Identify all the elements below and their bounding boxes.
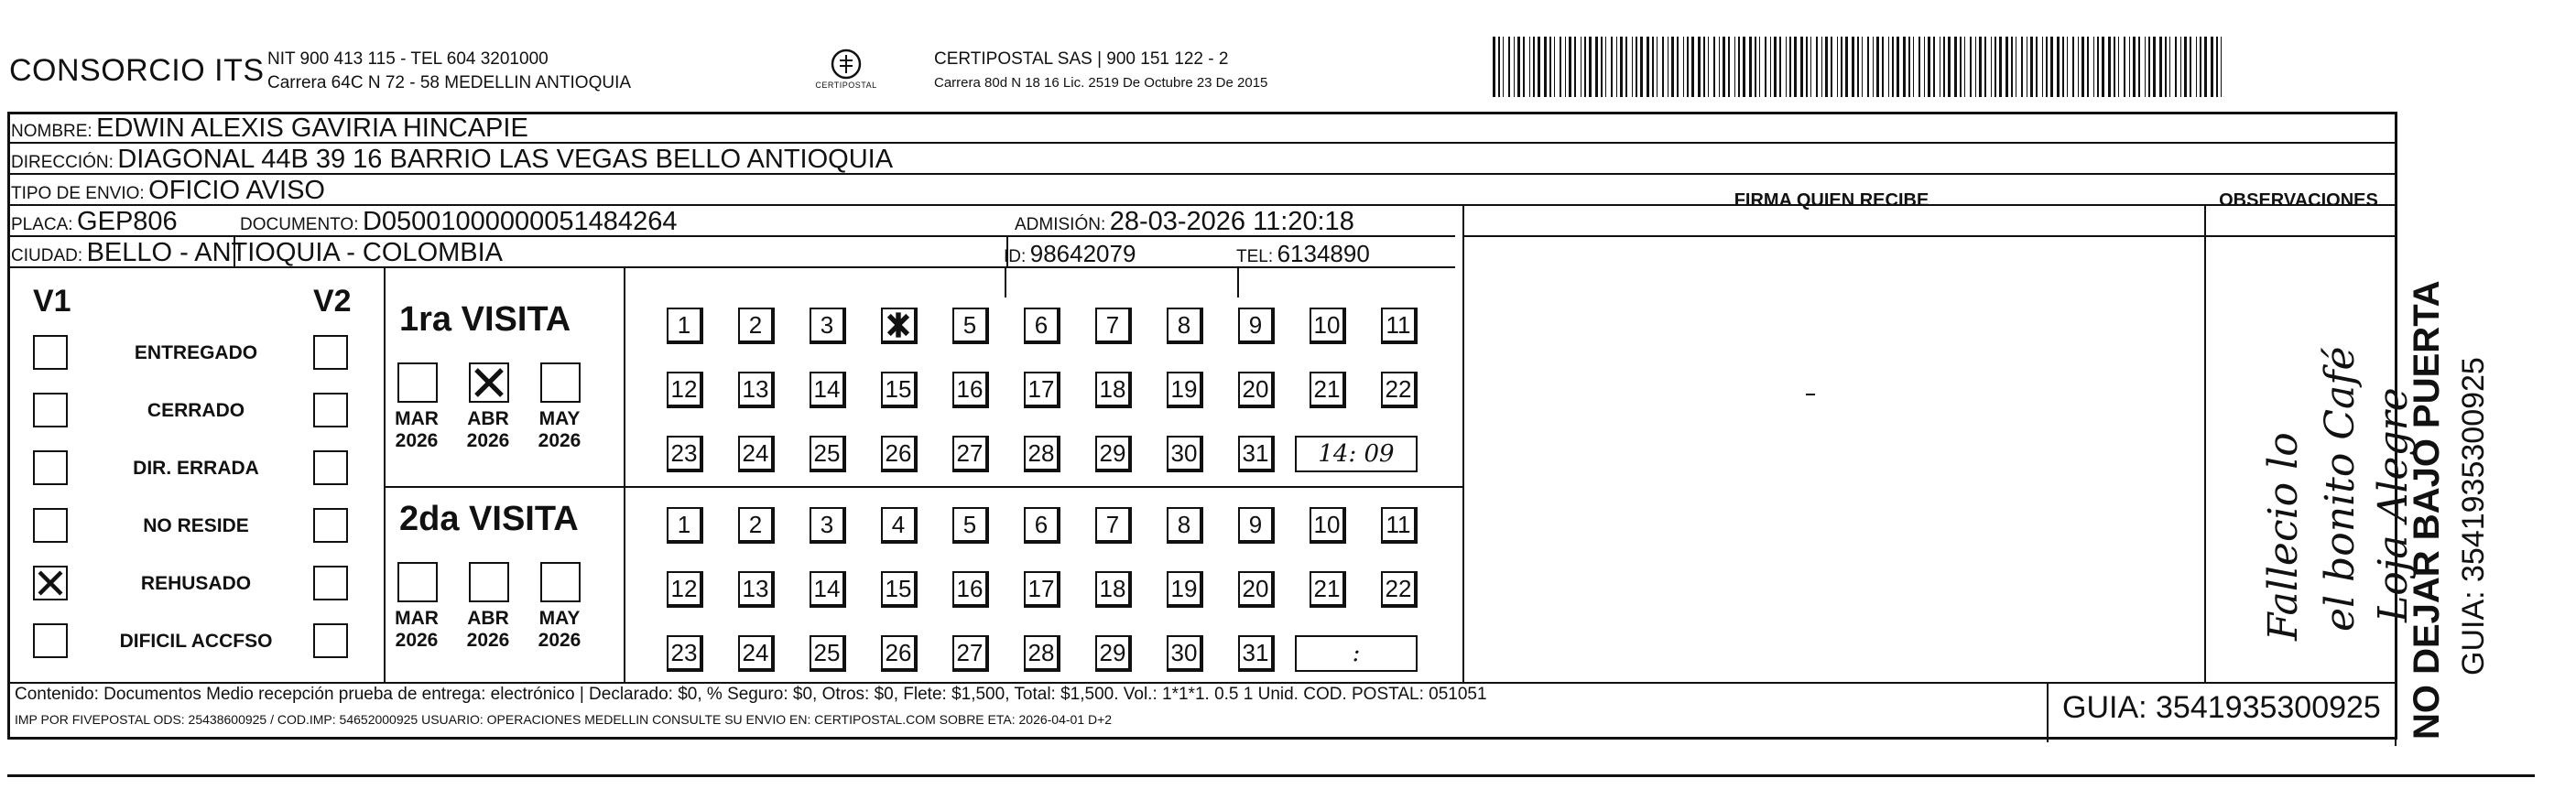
observacion-line: el bonito Café bbox=[2317, 346, 2364, 632]
visit-day-cell[interactable]: 26 bbox=[881, 436, 918, 472]
visit-day-cell[interactable]: 22 bbox=[1381, 372, 1418, 408]
observaciones-header: OBSERVACIONES bbox=[2219, 190, 2378, 211]
visit-title: 2da VISITA bbox=[399, 500, 579, 538]
certipostal-logo bbox=[810, 46, 883, 97]
ciudad-value: BELLO - ANTIOQUIA - COLOMBIA bbox=[86, 238, 504, 267]
visit-day-cell[interactable]: 29 bbox=[1095, 436, 1132, 472]
visit-day-cell[interactable]: 5 bbox=[952, 507, 989, 544]
visit-month-label: MAR 2026 bbox=[395, 608, 439, 651]
visit-day-cell[interactable]: 5 bbox=[952, 308, 989, 344]
visit-day-cell[interactable]: 29 bbox=[1095, 635, 1132, 672]
status-v1-checkbox[interactable] bbox=[33, 623, 68, 658]
visit-day-cell[interactable]: 21 bbox=[1310, 372, 1346, 408]
visit-day-cell[interactable]: 7 bbox=[1095, 507, 1132, 544]
side-guia: GUIA: 3541935300925 bbox=[2456, 357, 2491, 676]
status-label: ENTREGADO bbox=[134, 342, 258, 363]
status-v2-checkbox[interactable] bbox=[313, 450, 348, 485]
visit-month-label: MAY 2026 bbox=[538, 408, 582, 451]
footer-contenido: Contenido: Documentos Medio recepción prueba de entrega: electrónico | Declarado: $0, % Seguro: $0, Otros: $0, Flete: $1,500, Total: $1,500. Vol.: 1*1*1. 0.5 1 Unid. COD. POSTAL: 051051 bbox=[15, 685, 1487, 704]
visit-day-cell[interactable]: 8 bbox=[1167, 308, 1203, 344]
visit-day-cell[interactable]: 16 bbox=[952, 571, 989, 608]
no-dejar-bajo-puerta: NO DEJAR BAJO PUERTA bbox=[2407, 280, 2447, 740]
status-v1-checkbox[interactable] bbox=[33, 393, 68, 427]
visit-day-cell[interactable]: 12 bbox=[667, 372, 703, 408]
visit-day-cell[interactable]: 27 bbox=[952, 635, 989, 672]
status-label: NO RESIDE bbox=[143, 515, 249, 536]
documento-label: DOCUMENTO: bbox=[240, 215, 359, 234]
visit-month-checkbox[interactable] bbox=[540, 562, 581, 602]
certipostal-address: Carrera 80d N 18 16 Lic. 2519 De Octubre 23 De 2015 bbox=[934, 75, 1268, 91]
admision-cell bbox=[1015, 207, 1354, 237]
signature-mark bbox=[1806, 394, 1815, 395]
visit-day-cell[interactable]: 19 bbox=[1167, 372, 1203, 408]
certipostal-line: CERTIPOSTAL SAS | 900 151 122 - 2 bbox=[934, 49, 1229, 69]
visit-day-cell[interactable]: 10 bbox=[1310, 308, 1346, 344]
status-label: DIR. ERRADA bbox=[133, 458, 259, 479]
visit-time-field[interactable]: 14: 09 bbox=[1295, 436, 1418, 472]
visit-month-label: MAY 2026 bbox=[538, 608, 582, 651]
placa-label: PLACA: bbox=[11, 215, 73, 234]
ciudad-label: CIUDAD: bbox=[11, 246, 83, 265]
visit-time-field[interactable]: : bbox=[1295, 635, 1418, 672]
tipo-value: OFICIO AVISO bbox=[148, 176, 325, 205]
visit-day-cell[interactable]: 11 bbox=[1381, 507, 1418, 544]
visit-day-cell[interactable]: 25 bbox=[810, 436, 846, 472]
tel-cell bbox=[1236, 240, 1370, 268]
visit-day-cell[interactable]: 25 bbox=[810, 635, 846, 672]
visit-day-cell[interactable]: 13 bbox=[738, 372, 775, 408]
barcode bbox=[1493, 37, 2225, 97]
tipo-row bbox=[11, 176, 325, 206]
visit-day-cell[interactable]: 30 bbox=[1167, 635, 1203, 672]
visit-day-cell[interactable]: 24 bbox=[738, 635, 775, 672]
footer-imp: IMP POR FIVEPOSTAL ODS: 25438600925 / COD.IMP: 54652000925 USUARIO: OPERACIONES MEDELLIN CONSULTE SU ENVIO EN: CERTIPOSTAL.COM SOBRE ETA: 2026-04-01 D+2 bbox=[15, 712, 1113, 727]
footer-guia: GUIA: 3541935300925 bbox=[2062, 690, 2381, 725]
status-v2-checkbox[interactable] bbox=[313, 623, 348, 658]
visit-day-cell[interactable]: 1 bbox=[667, 507, 703, 544]
visit-day-cell[interactable]: 26 bbox=[881, 635, 918, 672]
visit-month-label: MAR 2026 bbox=[395, 408, 439, 451]
id-cell bbox=[1004, 240, 1136, 268]
direccion-label: DIRECCIÓN: bbox=[11, 153, 114, 172]
visit-day-cell[interactable]: 23 bbox=[667, 635, 703, 672]
logo-text: CERTIPOSTAL bbox=[815, 81, 877, 90]
company-name: CONSORCIO ITS bbox=[9, 53, 265, 88]
visit-day-cell[interactable]: 14 bbox=[810, 372, 846, 408]
visit-day-cell[interactable]: 3 bbox=[810, 308, 846, 344]
visit-month-checkbox[interactable] bbox=[540, 362, 581, 403]
placa-row bbox=[11, 207, 178, 237]
tel-label: TEL: bbox=[1236, 247, 1274, 266]
visit-month-checkbox[interactable] bbox=[469, 362, 509, 403]
status-label: DIFICIL ACCFSO bbox=[119, 631, 273, 652]
visit-day-cell[interactable]: 2 bbox=[738, 308, 775, 344]
tel-value: 6134890 bbox=[1277, 240, 1370, 267]
visit-day-cell[interactable]: 24 bbox=[738, 436, 775, 472]
visit-month-checkbox[interactable] bbox=[469, 562, 509, 602]
status-v2-checkbox[interactable] bbox=[313, 508, 348, 543]
visit-day-cell[interactable]: 17 bbox=[1024, 571, 1060, 608]
placa-value: GEP806 bbox=[77, 207, 178, 236]
bottom-rule bbox=[7, 774, 2535, 777]
visit-day-cell[interactable]: 12 bbox=[667, 571, 703, 608]
visit-day-cell[interactable]: 10 bbox=[1310, 507, 1346, 544]
observacion-line: Loja Alegre bbox=[2370, 387, 2417, 622]
visit-day-cell[interactable]: 15 bbox=[881, 372, 918, 408]
visit-day-cell[interactable]: 17 bbox=[1024, 372, 1060, 408]
nombre-label: NOMBRE: bbox=[11, 122, 92, 141]
direccion-row bbox=[11, 145, 893, 175]
visit-day-cell[interactable]: 31 bbox=[1238, 436, 1275, 472]
visit-day-cell[interactable]: 11 bbox=[1381, 308, 1418, 344]
visit-day-cell[interactable]: 20 bbox=[1238, 372, 1275, 408]
status-v1-checkbox[interactable] bbox=[33, 566, 68, 600]
nombre-value: EDWIN ALEXIS GAVIRIA HINCAPIE bbox=[96, 113, 528, 143]
observacion-line: Fallecio lo bbox=[2260, 432, 2307, 641]
visit-day-cell[interactable]: 18 bbox=[1095, 372, 1132, 408]
id-value: 98642079 bbox=[1029, 240, 1136, 267]
company-nit: NIT 900 413 115 - TEL 604 3201000 bbox=[267, 49, 549, 69]
company-address: Carrera 64C N 72 - 58 MEDELLIN ANTIOQUIA bbox=[267, 73, 632, 92]
v1-header: V1 bbox=[33, 284, 71, 319]
visit-day-cell[interactable]: 19 bbox=[1167, 571, 1203, 608]
status-label: REHUSADO bbox=[140, 573, 252, 594]
documento-value: D05001000000051484264 bbox=[362, 207, 678, 236]
visit-month-label: ABR 2026 bbox=[466, 608, 510, 651]
visit-day-cell[interactable]: 13 bbox=[738, 571, 775, 608]
direccion-value: DIAGONAL 44B 39 16 BARRIO LAS VEGAS BELLO ANTIOQUIA bbox=[117, 145, 894, 174]
visit-day-cell[interactable]: 27 bbox=[952, 436, 989, 472]
ciudad-row bbox=[11, 238, 503, 268]
visit-day-cell[interactable]: 22 bbox=[1381, 571, 1418, 608]
status-v2-checkbox[interactable] bbox=[313, 393, 348, 427]
visit-day-cell[interactable] bbox=[881, 308, 918, 344]
visit-day-cell[interactable]: 18 bbox=[1095, 571, 1132, 608]
visit-month-checkbox[interactable] bbox=[397, 362, 438, 403]
visit-day-cell[interactable]: 14 bbox=[810, 571, 846, 608]
visit-day-cell[interactable]: 3 bbox=[810, 507, 846, 544]
visit-day-cell[interactable]: 28 bbox=[1024, 635, 1060, 672]
visit-day-cell[interactable]: 6 bbox=[1024, 507, 1060, 544]
visit-day-cell[interactable]: 16 bbox=[952, 372, 989, 408]
nombre-row bbox=[11, 113, 528, 144]
firma-header: FIRMA QUIEN RECIBE bbox=[1734, 190, 1929, 211]
visit-day-cell[interactable]: 9 bbox=[1238, 308, 1275, 344]
visit-title: 1ra VISITA bbox=[399, 300, 571, 339]
admision-label: ADMISIÓN: bbox=[1015, 215, 1106, 234]
visit-day-cell[interactable]: 9 bbox=[1238, 507, 1275, 544]
status-label: CERRADO bbox=[147, 400, 245, 421]
visit-day-cell[interactable]: 20 bbox=[1238, 571, 1275, 608]
id-label: ID: bbox=[1004, 247, 1027, 266]
visit-day-cell[interactable]: 1 bbox=[667, 308, 703, 344]
visit-day-cell[interactable]: 31 bbox=[1238, 635, 1275, 672]
documento-cell bbox=[240, 207, 677, 237]
visit-day-cell[interactable]: 28 bbox=[1024, 436, 1060, 472]
visit-day-cell[interactable]: 7 bbox=[1095, 308, 1132, 344]
visit-month-label: ABR 2026 bbox=[466, 408, 510, 451]
status-v1-checkbox[interactable] bbox=[33, 335, 68, 370]
status-v1-checkbox[interactable] bbox=[33, 450, 68, 485]
visit-day-cell[interactable]: 23 bbox=[667, 436, 703, 472]
visit-day-cell[interactable]: 21 bbox=[1310, 571, 1346, 608]
status-v2-checkbox[interactable] bbox=[313, 335, 348, 370]
visit-day-cell[interactable]: 6 bbox=[1024, 308, 1060, 344]
tipo-label: TIPO DE ENVIO: bbox=[11, 184, 145, 203]
v2-header: V2 bbox=[313, 284, 352, 319]
visit-day-cell[interactable]: 30 bbox=[1167, 436, 1203, 472]
visit-day-cell[interactable]: 15 bbox=[881, 571, 918, 608]
status-v1-checkbox[interactable] bbox=[33, 508, 68, 543]
status-v2-checkbox[interactable] bbox=[313, 566, 348, 600]
visit-month-checkbox[interactable] bbox=[397, 562, 438, 602]
visit-day-cell[interactable]: 4 bbox=[881, 507, 918, 544]
visit-day-cell[interactable]: 2 bbox=[738, 507, 775, 544]
admision-value: 28-03-2026 11:20:18 bbox=[1109, 207, 1354, 236]
visit-day-cell[interactable]: 8 bbox=[1167, 507, 1203, 544]
